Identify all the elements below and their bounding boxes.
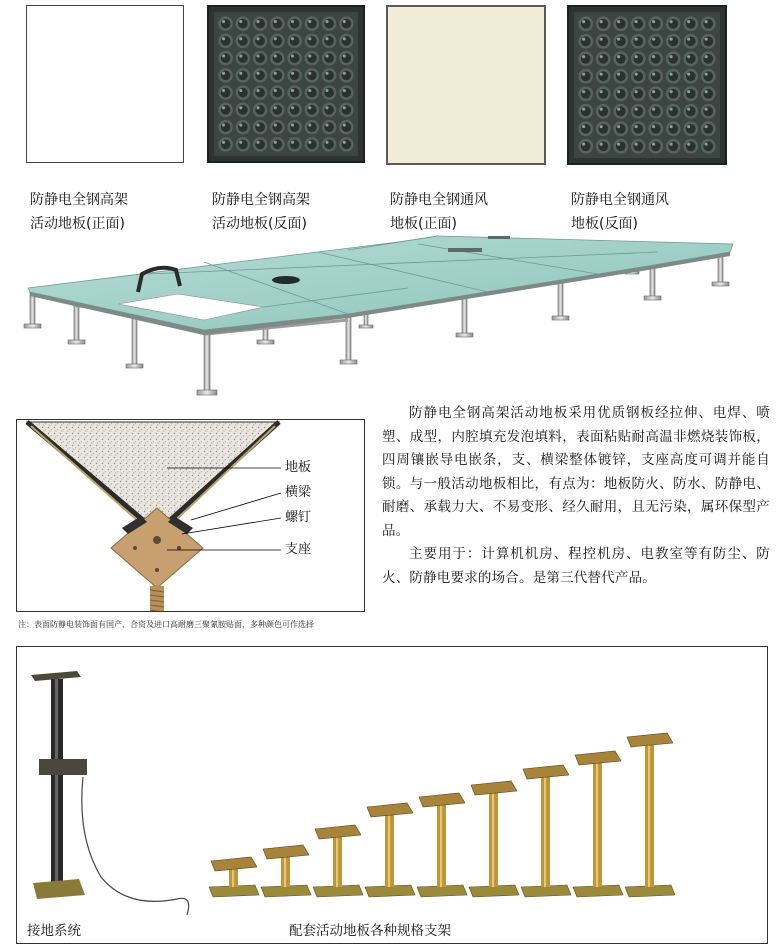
panel-label-1: 防静电全钢高架 活动地板(正面)	[30, 192, 128, 232]
raised-floor-assembly-image	[18, 222, 753, 400]
vent-tile-front-photo	[386, 5, 546, 165]
corner-detail-image	[16, 419, 365, 612]
surface-note: 注：表面防静电装饰面有国产、合资及进口高耐磨三聚氰胺贴面，多种颜色可作选择	[18, 620, 314, 629]
grounding-pedestal-image	[31, 671, 189, 915]
vent-tile-back-photo	[567, 5, 727, 165]
caption-grounding-system: 接地系统	[27, 923, 81, 939]
callout-stringer: 横梁	[285, 485, 312, 500]
panel-label-2: 防静电全钢高架 活动地板(反面)	[212, 192, 310, 232]
caption-supports: 配套活动地板各种规格支架	[289, 923, 451, 939]
product-description	[382, 402, 770, 590]
callout-pedestal: 支座	[285, 542, 312, 557]
callout-floor: 地板	[285, 460, 312, 475]
supports-panel	[16, 646, 768, 944]
description-paragraph-1: 防静电全钢高架活动地板采用优质钢板经拉伸、电焊、喷塑、成型，内腔填充发泡填料，表面粘贴耐高温非燃烧装饰板，四周镶嵌导电嵌条，支、横梁整体镀锌，支座高度可调并能自锁。与一般活动地板相比，有点为：地板防火、防水、防静电、耐磨、承载力大、不易变形、经久耐用，且无污染，属环保型产品。	[382, 405, 770, 539]
description-paragraph-2: 主要用于：计算机机房、程控机房、电教室等有防尘、防火、防静电要求的场合。是第三代替代产品。	[382, 546, 770, 586]
panel-label-4: 防静电全钢通风 地板(反面)	[571, 192, 669, 232]
tile-back-photo	[207, 5, 365, 163]
panel-label-3: 防静电全钢通风 地板(正面)	[390, 192, 488, 232]
tile-front-photo	[26, 5, 184, 163]
callout-screw: 螺钉	[285, 510, 312, 525]
